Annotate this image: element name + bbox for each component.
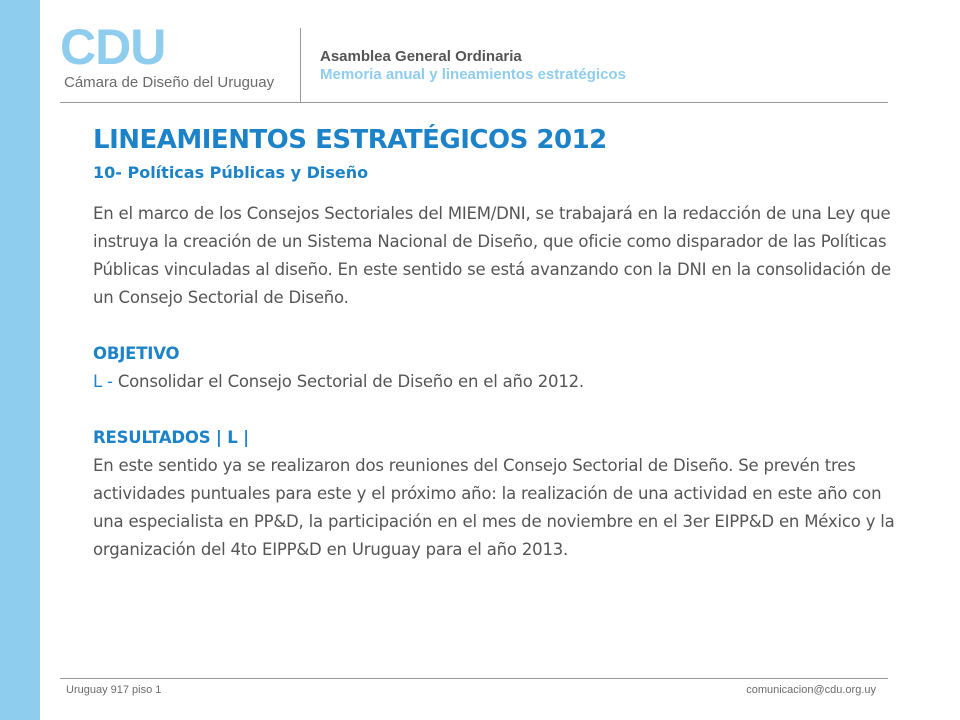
results-block bbox=[93, 424, 913, 564]
objective-text: Consolidar el Consejo Sectorial de Diseño en el año 2012. bbox=[117, 372, 584, 391]
footer-email: comunicacion@cdu.org.uy bbox=[746, 684, 876, 696]
left-accent-bar bbox=[0, 0, 40, 720]
objective-heading: OBJETIVO bbox=[93, 344, 180, 363]
section-title: 10- Políticas Públicas y Diseño bbox=[93, 163, 369, 182]
header-title: Asamblea General Ordinaria bbox=[320, 48, 522, 65]
logo-subtitle: Cámara de Diseño del Uruguay bbox=[64, 74, 275, 91]
cdu-logo: CDU bbox=[60, 19, 166, 75]
results-heading: RESULTADOS | L | bbox=[93, 428, 249, 447]
footer-rule bbox=[60, 678, 888, 679]
intro-paragraph: En el marco de los Consejos Sectoriales del MIEM/DNI, se trabajará en la redacción de una Ley que instruya la creación de un Sistema Nacional de Diseño, que oficie como disparador de las Políticas Públicas vinculadas al diseño. En este sentido se está avanzando con la DNI en la consolidación de un Consejo Sectorial de Diseño. bbox=[93, 204, 891, 307]
footer-address: Uruguay 917 piso 1 bbox=[66, 684, 162, 696]
header-vertical-divider bbox=[300, 28, 301, 102]
slide-content bbox=[93, 118, 913, 564]
page-title: LINEAMIENTOS ESTRATÉGICOS 2012 bbox=[93, 125, 607, 155]
objective-prefix: L - bbox=[93, 372, 118, 391]
objective-block bbox=[93, 340, 913, 396]
header-subtitle: Memoria anual y lineamientos estratégicos bbox=[320, 66, 626, 83]
header-rule bbox=[60, 102, 888, 103]
results-text: En este sentido ya se realizaron dos reuniones del Consejo Sectorial de Diseño. Se prevén tres actividades puntuales para este y el próximo año: la realización de una actividad en este año con una especialista en PP&D, la participación en el mes de noviembre en el 3er EIPP&D en México y la organización del 4to EIPP&D en Uruguay para el año 2013. bbox=[93, 456, 895, 559]
